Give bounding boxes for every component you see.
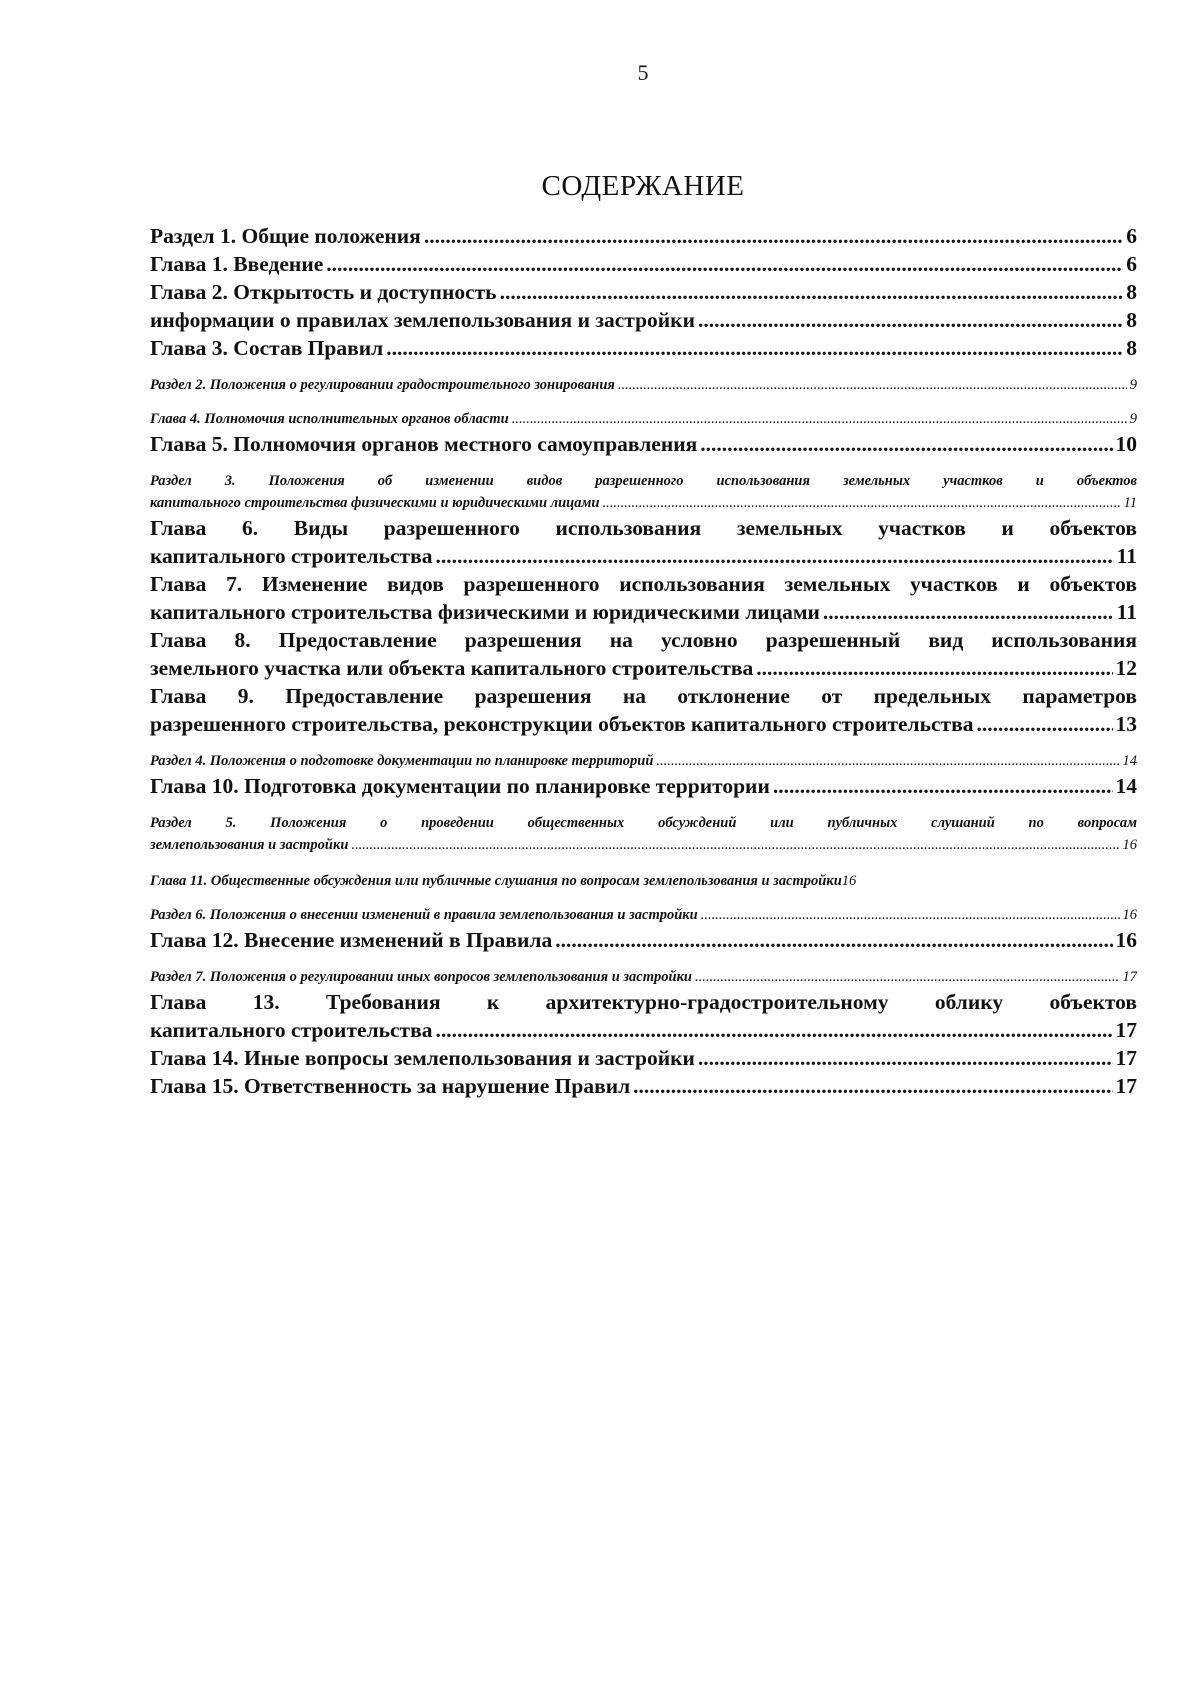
toc-dot-leader: [326, 250, 1123, 278]
toc-page-number: 17: [1115, 1074, 1137, 1098]
toc-dot-leader: [756, 654, 1112, 682]
toc-entry-chapter-4[interactable]: [150, 408, 1137, 430]
toc-entry-title: Глава 10. Подготовка документации по планировке территории: [150, 774, 770, 798]
toc-entry-title-line: Глава 7. Изменение видов разрешенного использования земельных участков и объектов: [150, 572, 1137, 596]
toc-dot-leader: [435, 542, 1113, 570]
page-title: СОДЕРЖАНИЕ: [541, 170, 745, 202]
toc-page-number: 11: [1123, 495, 1137, 511]
toc-page-number: 6: [1126, 224, 1137, 248]
toc-entry-title: Глава 4. Полномочия исполнительных органов области: [150, 411, 509, 427]
toc-page-number: 12: [1115, 656, 1137, 680]
toc-entry-chapter-9[interactable]: [150, 682, 1137, 738]
toc-dot-leader: [618, 374, 1127, 396]
toc-entry-section-1[interactable]: [150, 222, 1137, 250]
toc-dot-leader: [976, 710, 1112, 738]
toc-page-number: 16: [1115, 928, 1137, 952]
toc-dot-leader: [698, 306, 1123, 334]
toc-entry-title: Раздел 4. Положения о подготовке документации по планировке территорий: [150, 753, 654, 769]
toc-entry-chapter-2[interactable]: [150, 278, 1137, 306]
toc-dot-leader: [656, 750, 1119, 772]
toc-entry-title-line: Глава 13. Требования к архитектурно-градостроительному облику объектов: [150, 990, 1137, 1014]
toc-page-number: 14: [1115, 774, 1137, 798]
toc-entry-chapter-14[interactable]: [150, 1044, 1137, 1072]
toc-dot-leader: [698, 1044, 1113, 1072]
toc-page-number: 17: [1122, 969, 1137, 985]
toc-entry-title: Раздел 2. Положения о регулировании градостроительного зонирования: [150, 377, 615, 393]
toc-entry-section-5[interactable]: [150, 812, 1137, 856]
toc-entry-title-line: Глава 9. Предоставление разрешения на отклонение от предельных параметров: [150, 684, 1137, 708]
toc-entry-section-4[interactable]: [150, 750, 1137, 772]
toc-entry-chapter-6[interactable]: [150, 514, 1137, 570]
toc-dot-leader: [386, 334, 1123, 362]
toc-page-number: 9: [1129, 377, 1137, 393]
toc-page-number: 6: [1126, 252, 1137, 276]
toc-entry-chapter-15[interactable]: [150, 1072, 1137, 1100]
toc-entry-chapter-5[interactable]: [150, 430, 1137, 458]
table-of-contents: [150, 222, 1137, 1100]
toc-page-number: 8: [1126, 308, 1137, 332]
toc-page-number: 13: [1115, 712, 1137, 736]
toc-page-number: 14: [1122, 753, 1137, 769]
toc-page-number: 16: [1122, 907, 1137, 923]
toc-entry-title: землепользования и застройки: [150, 837, 349, 853]
toc-dot-leader: [512, 408, 1127, 430]
toc-entry-title: Глава 5. Полномочия органов местного самоуправления: [150, 432, 698, 456]
toc-dot-leader: [773, 772, 1113, 800]
toc-entry-title: капитального строительства физическими и юридическими лицами: [150, 495, 600, 511]
toc-entry-title: Раздел 1. Общие положения: [150, 224, 421, 248]
toc-entry-chapter-11[interactable]: [150, 870, 1137, 892]
toc-entry-section-6[interactable]: [150, 904, 1137, 926]
toc-entry-title: Глава 12. Внесение изменений в Правила: [150, 928, 553, 952]
toc-entry-title: Раздел 6. Положения о внесении изменений в правила землепользования и застройки: [150, 907, 698, 923]
toc-entry-title: капитального строительства: [150, 544, 433, 568]
toc-entry-title: Глава 2. Открытость и доступность: [150, 280, 497, 304]
toc-dot-leader: [555, 926, 1112, 954]
toc-entry-chapter-8[interactable]: [150, 626, 1137, 682]
toc-entry-title: Глава 1. Введение: [150, 252, 324, 276]
toc-page-number: 17: [1115, 1018, 1137, 1042]
toc-page-number: 11: [1116, 600, 1137, 624]
toc-dot-leader: [602, 492, 1120, 514]
toc-entry-chapter-2-continued[interactable]: [150, 306, 1137, 334]
toc-entry-title-line: Раздел 5. Положения о проведении общественных обсуждений или публичных слушаний по вопросам: [150, 815, 1137, 831]
toc-entry-title: Глава 11. Общественные обсуждения или публичные слушания по вопросам землепользования и застройки: [150, 873, 842, 889]
toc-dot-leader: [701, 904, 1120, 926]
toc-entry-chapter-12[interactable]: [150, 926, 1137, 954]
toc-page-number: 17: [1115, 1046, 1137, 1070]
toc-dot-leader: [633, 1072, 1112, 1100]
toc-entry-title-line: Глава 8. Предоставление разрешения на условно разрешенный вид использования: [150, 628, 1137, 652]
toc-entry-title: капитального строительства: [150, 1018, 433, 1042]
toc-entry-title: разрешенного строительства, реконструкции объектов капитального строительства: [150, 712, 974, 736]
toc-page-number: 9: [1129, 411, 1137, 427]
toc-entry-chapter-1[interactable]: [150, 250, 1137, 278]
toc-page-number: 16: [841, 873, 857, 889]
toc-entry-title: капитального строительства физическими и юридическими лицами: [150, 600, 820, 624]
toc-entry-title: земельного участка или объекта капитального строительства: [150, 656, 754, 680]
toc-entry-chapter-13[interactable]: [150, 988, 1137, 1044]
toc-entry-title-line: Глава 6. Виды разрешенного использования земельных участков и объектов: [150, 516, 1137, 540]
toc-page-number: 16: [1122, 837, 1137, 853]
toc-entry-chapter-3[interactable]: [150, 334, 1137, 362]
toc-dot-leader: [424, 222, 1123, 250]
toc-page-number: 10: [1115, 432, 1137, 456]
toc-dot-leader: [500, 278, 1124, 306]
toc-entry-chapter-7[interactable]: [150, 570, 1137, 626]
toc-entry-title: Глава 14. Иные вопросы землепользования и застройки: [150, 1046, 695, 1070]
toc-page-number: 11: [1116, 544, 1137, 568]
page-number: 5: [637, 60, 649, 85]
toc-entry-title: Раздел 7. Положения о регулировании иных вопросов землепользования и застройки: [150, 969, 692, 985]
toc-entry-chapter-10[interactable]: [150, 772, 1137, 800]
toc-dot-leader: [700, 430, 1112, 458]
toc-entry-title: Глава 3. Состав Правил: [150, 336, 384, 360]
toc-page-number: 8: [1126, 280, 1137, 304]
toc-dot-leader: [435, 1016, 1112, 1044]
toc-entry-section-2[interactable]: [150, 374, 1137, 396]
toc-dot-leader: [823, 598, 1114, 626]
toc-dot-leader: [695, 966, 1120, 988]
toc-dot-leader: [351, 834, 1119, 856]
toc-entry-section-3[interactable]: [150, 470, 1137, 514]
toc-entry-title: информации о правилах землепользования и застройки: [150, 308, 695, 332]
toc-entry-section-7[interactable]: [150, 966, 1137, 988]
toc-entry-title: Глава 15. Ответственность за нарушение Правил: [150, 1074, 631, 1098]
toc-page-number: 8: [1126, 336, 1137, 360]
toc-entry-title-line: Раздел 3. Положения об изменении видов разрешенного использования земельных участков и объектов: [150, 473, 1137, 489]
